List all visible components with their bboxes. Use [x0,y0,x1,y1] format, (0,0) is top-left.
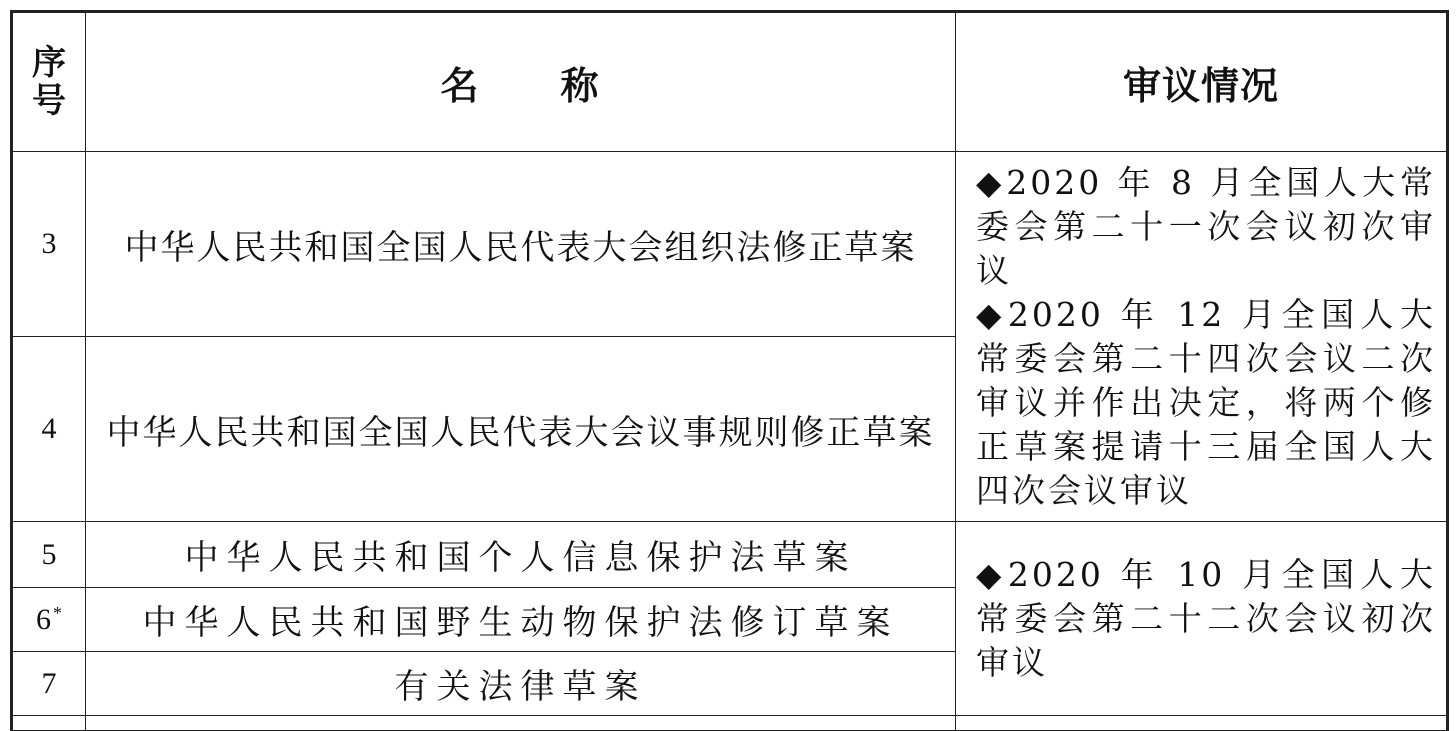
review-status-cell [956,522,1448,716]
header-review-status: 审议情况 [956,12,1448,152]
legislation-review-table [10,10,1449,731]
row-number: 6 * [12,588,86,652]
table-row-partial [12,716,1448,731]
row-number: 7 [12,652,86,716]
table-row [12,152,1448,337]
bill-name-cell-partial [86,716,956,731]
row-number: 5 [12,522,86,588]
footnote-mark: * [53,602,62,623]
review-status-cell-partial [956,716,1448,731]
bill-name: 中华人民共和国全国人民代表大会组织法修正草案 [86,152,956,337]
row-number-cell-partial [12,716,86,731]
header-serial-number: 序 号 [12,12,86,152]
table-row [12,522,1448,588]
header-row [12,12,1448,152]
row-number: 4 [12,337,86,522]
review-status-cell [956,152,1448,522]
bill-name: 中华人民共和国个人信息保护法草案 [86,522,956,588]
row-number: 3 [12,152,86,337]
header-name: 名 称 [86,12,956,152]
bill-name: 中华人民共和国野生动物保护法修订草案 [86,588,956,652]
review-entry: ◆2020 年 10 月全国人大常委会第二十二次会议初次审议 [976,554,1436,682]
review-entry: ◆2020 年 12 月全国人大常委会第二十四次会议二次审议并作出决定，将两个修正草案提请十三届全国人大四次会议审议 [976,294,1436,510]
bill-name: 中华人民共和国全国人民代表大会议事规则修正草案 [86,337,956,522]
bill-name: 有关法律草案 [86,652,956,716]
review-entry: ◆2020 年 8 月全国人大常委会第二十一次会议初次审议 [976,162,1436,290]
